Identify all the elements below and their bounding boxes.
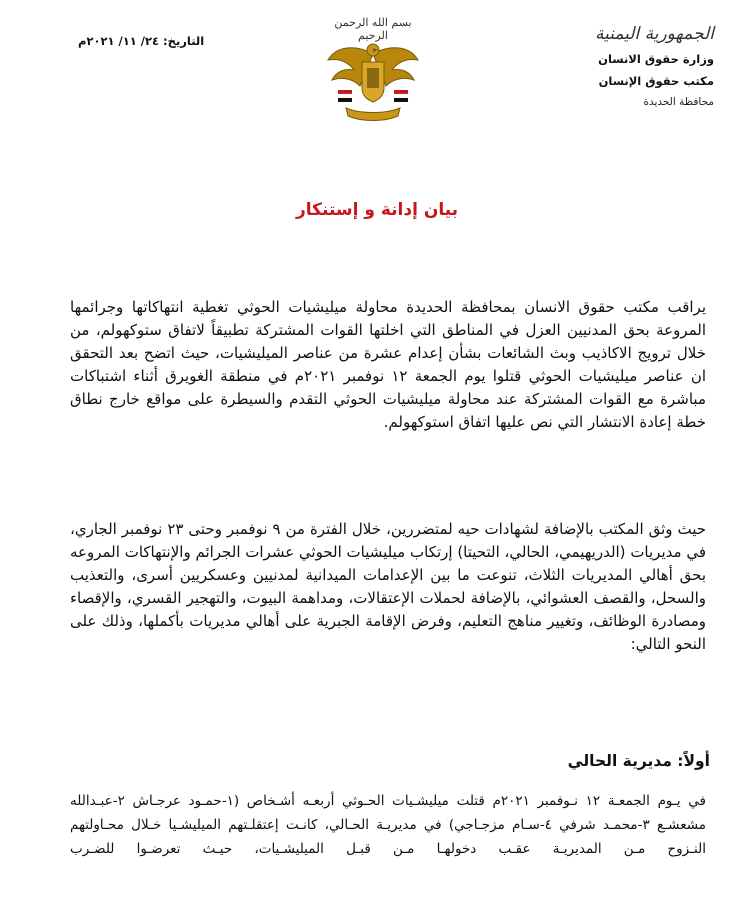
statement-title: بيان إدانة و إستنكار (295, 200, 459, 220)
paragraph-2: حيث وثق المكتب بالإضافة لشهادات حيه لمتضررين، خلال الفترة من ٩ نوفمبر وحتى ٢٣ نوفمبر الجاري، في مديريات (الدريهيمي، الحالي، التحيتا) إرتكاب ميليشيات الحوثي عشرات الجرائم والإنتهاكات المروعه بحق أهالي المديريات الثلاث، تنوعت ما بين الإعدامات الميدانية لمدنيين وعسكريين أسرى، والتعذيب والسحل، والقصف العشوائي، بالإضافة لحملات الإعتقالات، ومداهمة البيوت، والتهجير القسري، والإقصاء ومصادرة الوظائف، وتغيير مناهج التعليم، وفرض الإقامة الجبرية على أهالي مديريات بأكملها، وذلك على النحو التالي: (70, 520, 706, 653)
republic-calligraphy-logo: الجمهورية اليمنية (594, 24, 714, 44)
letterhead-right (554, 24, 714, 108)
section-heading: أولاً: مديرية الحالي (567, 752, 710, 770)
document-date: التاريخ: ٢٤/ ١١/ ٢٠٢١م (78, 34, 205, 48)
governorate-name: محافظة الحديدة (643, 96, 714, 108)
ministry-name: وزارة حقوق الانسان (598, 52, 714, 66)
office-name: مكتب حقوق الإنسان (598, 74, 714, 88)
basmala: بسم الله الرحمن الرحيم (334, 16, 412, 42)
paragraph-1: يراقب مكتب حقوق الانسان بمحافظة الحديدة محاولة ميليشيات الحوثي تغطية انتهاكاتها وجرائمها المروعة بحق المدنيين العزل في المناطق التي اخلتها القوات المشتركة تطبيقاً لاتفاق ستوكهولم، من خلال ترويج الاكاذيب وبث الشائعات بشأن إعدام عشرة من عناصر الميليشيات، حيث اتضح بعد التحقق ان عناصر ميليشيات الحوثي قتلوا يوم الجمعة ١٢ نوفمبر ٢٠٢١م في منطقة الغويرق أثناء اشتباكات مباشرة مع القوات المشتركة عند محاولة ميليشيات الحوثي التقدم والسيطرة على مواقع خارج نطاق خطة إعادة الانتشار التي نص عليها اتفاق استوكهولم. (70, 298, 707, 431)
letterhead-emblem (318, 16, 428, 126)
eagle-emblem-icon (326, 36, 420, 124)
section-paragraph: في يـوم الجمعـة ١٢ نـوفمبر ٢٠٢١م قتلت ميليشـيات الحـوثي أربعـه أشـخاص (١-حمـود عرجـاش ٢-عبـدالله مشعشـع ٣-محمـد شرفي ٤-سـام مزجـاجي) في مديريـة الحـالي، كانـت إعتقلـتهم الميليشـيا خـلال محـاولتهم النـزوح مـن المديريـة عقـب دخولهـا مـن قبـل الميليشـيات، حيـث تعرضـوا للضـرب (70, 793, 706, 857)
